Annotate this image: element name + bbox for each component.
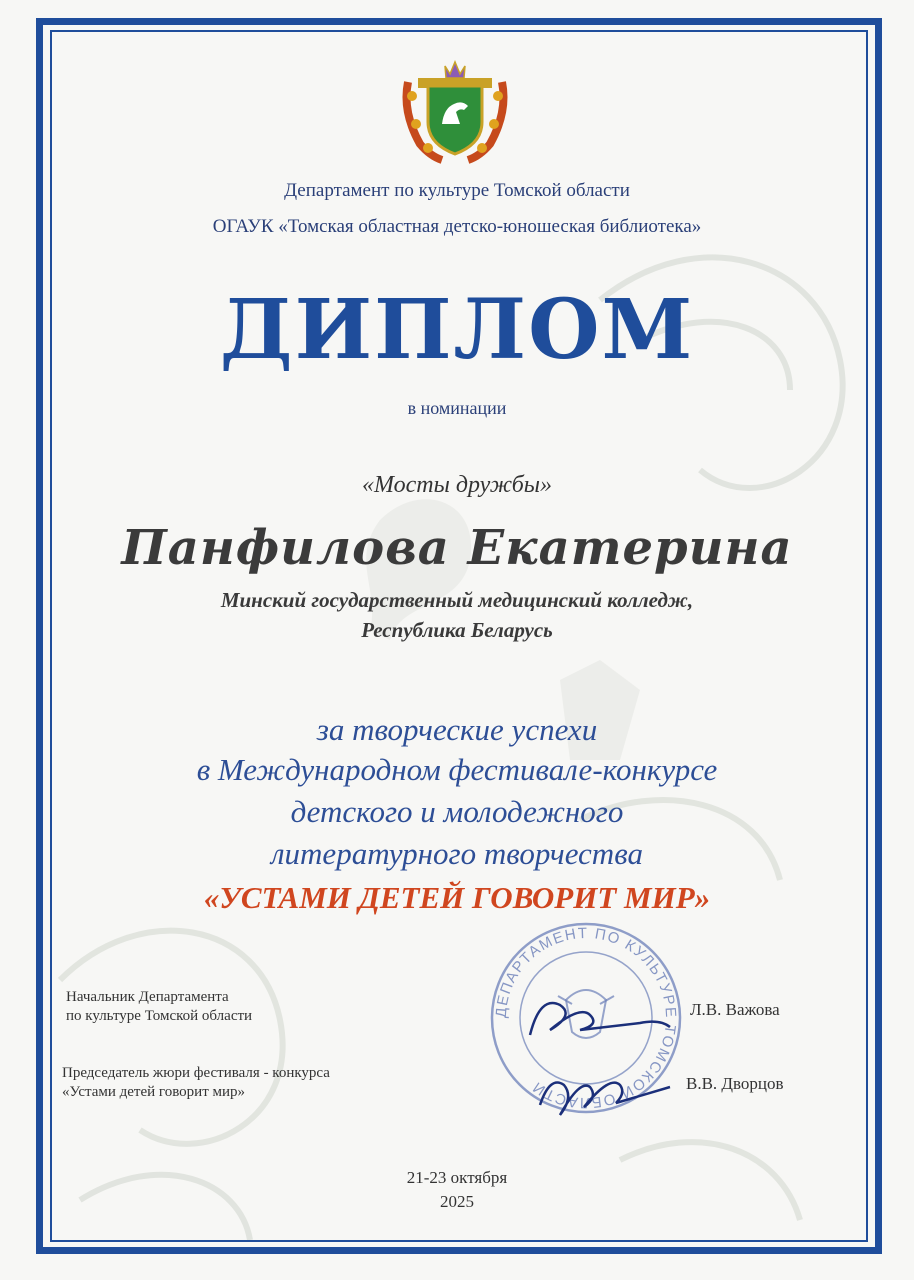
signature-icon bbox=[520, 975, 700, 1135]
event-dates: 21-23 октября bbox=[406, 1168, 508, 1187]
institution-line-1: Минский государственный медицинский колледж, bbox=[220, 588, 694, 612]
library-name: ОГАУК «Томская областная детско-юношеская библиотека» bbox=[212, 216, 702, 237]
department-name: Департамент по культуре Томской области bbox=[284, 180, 630, 201]
achievement-line-3: детского и молодежного bbox=[290, 794, 624, 829]
signatory-2-name: В.В. Дворцов bbox=[686, 1074, 784, 1093]
signatory-1-name: Л.В. Важова bbox=[690, 1000, 780, 1019]
signatory-2-role: Председатель жюри фестиваля - конкурса «Устами детей говорит мир» bbox=[62, 1065, 330, 1100]
signatory-1-role: Начальник Департамента по культуре Томской области bbox=[66, 989, 253, 1024]
achievement-line-2: в Международном фестивале-конкурсе bbox=[196, 752, 718, 787]
institution-line-2: Республика Беларусь bbox=[361, 618, 553, 642]
tomsk-coat-of-arms-icon bbox=[398, 52, 512, 164]
event-year: 2025 bbox=[440, 1192, 474, 1211]
nomination-label: в номинации bbox=[407, 398, 507, 418]
achievement-line-1: за творческие успехи bbox=[316, 712, 598, 747]
achievement-line-4: литературного творчества bbox=[271, 836, 643, 871]
contest-name: «УСТАМИ ДЕТЕЙ ГОВОРИТ МИР» bbox=[203, 880, 711, 915]
recipient-name: Панфилова Екатерина bbox=[121, 520, 793, 576]
diploma-title: ДИПЛОМ bbox=[219, 282, 695, 378]
stamp-text: ДЕПАРТАМЕНТ ПО КУЛЬТУРЕ ТОМСКОЙ ОБЛАСТИ bbox=[492, 924, 680, 1112]
nomination-value: «Мосты дружбы» bbox=[361, 472, 553, 498]
